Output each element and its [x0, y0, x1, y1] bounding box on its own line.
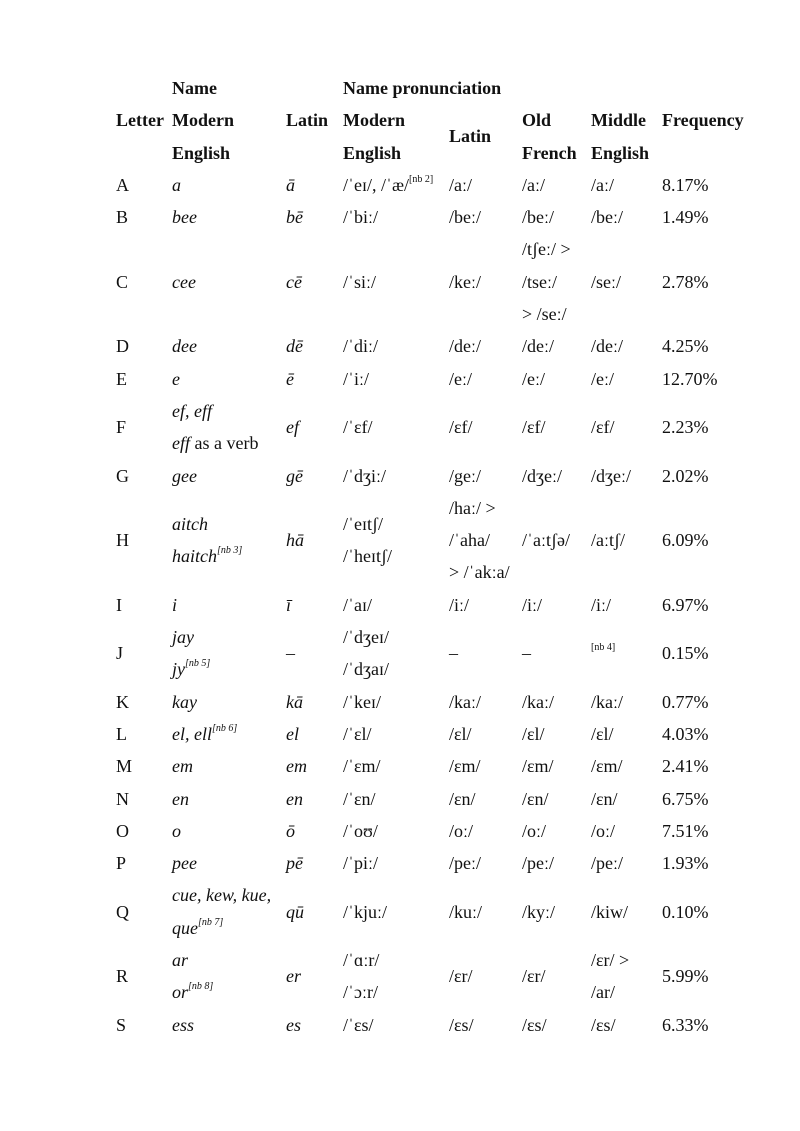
- header-modern-english: Modern English: [343, 110, 405, 163]
- table-row: [112, 815, 750, 847]
- old-french-cell: /ɛn/: [522, 788, 549, 809]
- latin-pronunciation-cell: –: [449, 643, 458, 664]
- middle-english-cell: /seː/: [591, 271, 621, 292]
- name-cell: e: [172, 368, 180, 389]
- middle-english-cell: /aːtʃ/: [591, 530, 625, 551]
- middle-english-cell: /kiw/: [591, 901, 629, 922]
- latin-name-cell: gē: [286, 465, 303, 486]
- modern-pronunciation-cell: /ˈeɪ/, /ˈæ/[nb 2]: [343, 173, 434, 195]
- name-cell: em: [172, 756, 193, 777]
- latin-name-cell: el: [286, 723, 299, 744]
- modern-pronunciation-cell: /ˈɛl/: [343, 723, 372, 744]
- latin-pronunciation-cell: /kaː/: [449, 691, 481, 712]
- name-cell: ess: [172, 1014, 194, 1035]
- old-french-cell: /ɛr/: [522, 966, 546, 987]
- modern-pronunciation-cell: /ˈɛf/: [343, 417, 373, 438]
- letter-cell: P: [116, 853, 127, 874]
- footnote-ref[interactable]: [nb 2]: [409, 173, 434, 185]
- latin-name-cell: ā: [286, 174, 295, 195]
- frequency-cell: 4.25%: [662, 336, 709, 357]
- letter-cell: E: [116, 368, 127, 389]
- letter-cell: R: [116, 966, 129, 987]
- latin-name-cell: ē: [286, 368, 294, 389]
- frequency-cell: 1.93%: [662, 853, 709, 874]
- footnote-ref[interactable]: [nb 5]: [185, 658, 211, 670]
- name-cell: cee: [172, 271, 196, 292]
- name-cell: jay jy[nb 5]: [172, 627, 211, 680]
- latin-pronunciation-cell: /beː/: [449, 207, 481, 228]
- table-row: [112, 492, 750, 589]
- middle-english-cell: /deː/: [591, 336, 623, 357]
- modern-pronunciation-cell: /ˈkeɪ/: [343, 691, 381, 712]
- name-cell: cue, kew, kue, que[nb 7]: [172, 885, 272, 938]
- latin-pronunciation-cell: /ɛr/: [449, 966, 473, 987]
- latin-pronunciation-cell: /iː/: [449, 594, 470, 615]
- modern-pronunciation-cell: /ˈɛn/: [343, 788, 376, 809]
- table-row: [112, 750, 750, 782]
- footnote-ref[interactable]: [nb 7]: [198, 916, 224, 928]
- middle-english-cell: /ɛf/: [591, 417, 615, 438]
- frequency-cell: 12.70%: [662, 368, 718, 389]
- name-cell: en: [172, 788, 189, 809]
- modern-pronunciation-cell: /ˈkjuː/: [343, 901, 387, 922]
- modern-pronunciation-cell: /ˈpiː/: [343, 853, 378, 874]
- latin-name-cell: es: [286, 1014, 301, 1035]
- name-cell: o: [172, 820, 181, 841]
- old-french-cell: /dʒeː/: [522, 465, 562, 486]
- modern-pronunciation-cell: /ˈaɪ/: [343, 594, 372, 615]
- middle-english-cell: /ɛr/ > /ar/: [591, 950, 630, 1003]
- frequency-cell: 4.03%: [662, 723, 709, 744]
- frequency-cell: 2.78%: [662, 271, 709, 292]
- header-latin-pronunciation: Latin: [449, 126, 492, 147]
- footnote-ref[interactable]: [nb 3]: [217, 545, 243, 557]
- latin-pronunciation-cell: /ɛl/: [449, 723, 472, 744]
- middle-english-cell: /ɛm/: [591, 756, 623, 777]
- old-french-cell: /ɛs/: [522, 1014, 547, 1035]
- table-row: [112, 363, 750, 395]
- table-row: [112, 783, 750, 815]
- table-row: [112, 944, 750, 1009]
- latin-pronunciation-cell: /keː/: [449, 271, 481, 292]
- latin-name-cell: bē: [286, 207, 303, 228]
- table-row: [112, 460, 750, 492]
- table-row: [112, 169, 750, 201]
- latin-pronunciation-cell: /ɛn/: [449, 788, 476, 809]
- footnote-ref[interactable]: [nb 8]: [188, 981, 214, 993]
- header-old-french: Old French: [522, 110, 577, 163]
- table-header: [112, 72, 750, 169]
- modern-pronunciation-cell: /ˈiː/: [343, 368, 369, 389]
- letter-cell: C: [116, 271, 129, 292]
- modern-pronunciation-cell: /ˈɛm/: [343, 756, 381, 777]
- middle-english-cell: /ɛn/: [591, 788, 618, 809]
- latin-pronunciation-cell: /ɛf/: [449, 417, 473, 438]
- latin-name-cell: em: [286, 756, 307, 777]
- name-cell: ef, eff eff as a verb: [172, 400, 259, 454]
- alphabet-table: [112, 72, 750, 1041]
- table-row: [112, 395, 750, 460]
- name-cell: a: [172, 174, 181, 195]
- footnote-ref[interactable]: [nb 6]: [211, 722, 238, 734]
- middle-english-cell: /beː/: [591, 207, 623, 228]
- latin-name-cell: ō: [286, 820, 295, 841]
- letter-cell: B: [116, 207, 129, 228]
- old-french-cell: /ɛf/: [522, 417, 546, 438]
- latin-pronunciation-cell: /oː/: [449, 820, 474, 841]
- middle-english-cell: /dʒeː/: [591, 465, 631, 486]
- old-french-cell: /tʃeː/ > /tseː/ > /seː/: [522, 239, 571, 325]
- middle-english-cell: /iː/: [591, 594, 612, 615]
- header-name: Name: [172, 78, 217, 98]
- letter-cell: G: [116, 465, 129, 486]
- letter-cell: O: [116, 820, 129, 841]
- modern-pronunciation-cell: /ˈoʊ/: [343, 820, 378, 841]
- latin-pronunciation-cell: /deː/: [449, 336, 481, 357]
- latin-pronunciation-cell: /eː/: [449, 368, 472, 389]
- name-cell: ar or[nb 8]: [172, 950, 214, 1003]
- latin-pronunciation-cell: /peː/: [449, 853, 481, 874]
- old-french-cell: /aː/: [522, 174, 545, 195]
- letter-cell: K: [116, 691, 129, 712]
- frequency-cell: 7.51%: [662, 820, 709, 841]
- table-row: [112, 686, 750, 718]
- letter-cell: N: [116, 788, 129, 809]
- latin-name-cell: dē: [286, 336, 303, 357]
- old-french-cell: /deː/: [522, 336, 554, 357]
- old-french-cell: /oː/: [522, 820, 547, 841]
- name-cell: i: [172, 594, 178, 615]
- table-row: [112, 330, 750, 362]
- table-row: [112, 621, 750, 686]
- letter-cell: J: [116, 643, 124, 664]
- old-french-cell: /ɛl/: [522, 723, 545, 744]
- header-latin-name: Latin: [286, 110, 329, 131]
- frequency-cell: 6.33%: [662, 1014, 709, 1035]
- middle-english-cell: /ɛl/: [591, 723, 614, 744]
- frequency-cell: 0.10%: [662, 901, 709, 922]
- name-cell: dee: [172, 336, 197, 357]
- latin-pronunciation-cell: /aː/: [449, 174, 472, 195]
- header-letter: Letter: [116, 110, 164, 131]
- frequency-cell: 2.41%: [662, 756, 709, 777]
- old-french-cell: /ɛm/: [522, 756, 554, 777]
- header-middle-english: Middle English: [591, 110, 650, 163]
- latin-pronunciation-cell: /ɛs/: [449, 1014, 474, 1035]
- modern-pronunciation-cell: /ˈɛs/: [343, 1014, 374, 1035]
- name-cell: pee: [172, 853, 197, 874]
- latin-name-cell: ī: [286, 594, 292, 615]
- modern-pronunciation-cell: /ˈdiː/: [343, 336, 378, 357]
- old-french-cell: /kyː/: [522, 901, 556, 922]
- letter-cell: I: [116, 594, 122, 615]
- letter-cell: L: [116, 723, 127, 744]
- frequency-cell: 0.15%: [662, 643, 709, 664]
- frequency-cell: 2.02%: [662, 465, 709, 486]
- old-french-cell: /beː/: [522, 207, 554, 228]
- letter-cell: S: [116, 1014, 127, 1035]
- table-row: [112, 879, 750, 944]
- table-body: [112, 169, 750, 1041]
- latin-pronunciation-cell: /haː/ > /ˈaha/ > /ˈakːa/: [449, 497, 510, 583]
- old-french-cell: /kaː/: [522, 691, 554, 712]
- letter-cell: M: [116, 756, 133, 777]
- footnote-ref[interactable]: [nb 4]: [591, 642, 616, 654]
- modern-pronunciation-cell: /ˈdʒiː/: [343, 465, 386, 486]
- frequency-cell: 6.09%: [662, 530, 709, 551]
- frequency-cell: 6.97%: [662, 594, 709, 615]
- old-french-cell: /eː/: [522, 368, 545, 389]
- frequency-cell: 6.75%: [662, 788, 709, 809]
- modern-pronunciation-cell: /ˈdʒeɪ/ /ˈdʒaɪ/: [343, 627, 389, 680]
- modern-pronunciation-cell: /ˈeɪtʃ/ /ˈheɪtʃ/: [343, 514, 392, 567]
- frequency-cell: 8.17%: [662, 174, 709, 195]
- modern-pronunciation-cell: /ˈbiː/: [343, 207, 378, 228]
- frequency-cell: 2.23%: [662, 417, 709, 438]
- table-row: [112, 847, 750, 879]
- latin-name-cell: cē: [286, 271, 302, 292]
- frequency-cell: 0.77%: [662, 691, 709, 712]
- name-cell: gee: [172, 465, 197, 486]
- table-row: [112, 1009, 750, 1041]
- old-french-cell: /ˈaːtʃə/: [522, 530, 570, 551]
- latin-pronunciation-cell: /ɛm/: [449, 756, 481, 777]
- latin-name-cell: ef: [286, 417, 299, 438]
- header-name-modern-english: Modern English: [172, 110, 234, 163]
- frequency-cell: 5.99%: [662, 966, 709, 987]
- old-french-cell: /iː/: [522, 594, 543, 615]
- letter-cell: H: [116, 530, 129, 551]
- old-french-cell: /peː/: [522, 853, 554, 874]
- old-french-cell: –: [522, 643, 531, 664]
- middle-english-cell: /oː/: [591, 820, 616, 841]
- table-row: [112, 589, 750, 621]
- header-frequency: Frequency: [662, 110, 744, 131]
- middle-english-cell: /aː/: [591, 174, 614, 195]
- latin-name-cell: en: [286, 788, 303, 809]
- middle-english-cell: /kaː/: [591, 691, 623, 712]
- name-cell: kay: [172, 691, 197, 712]
- modern-pronunciation-cell: /ˈɑːr/ /ˈɔːr/: [343, 950, 380, 1003]
- middle-english-cell: [587, 621, 658, 686]
- middle-english-cell: /eː/: [591, 368, 614, 389]
- middle-english-cell: /peː/: [591, 853, 623, 874]
- latin-name-cell: hā: [286, 530, 304, 551]
- modern-pronunciation-cell: /ˈsiː/: [343, 271, 377, 292]
- middle-english-cell: /ɛs/: [591, 1014, 616, 1035]
- table-row: [112, 718, 750, 750]
- name-cell: aitch haitch[nb 3]: [172, 514, 243, 567]
- latin-pronunciation-cell: /geː/: [449, 465, 481, 486]
- latin-name-cell: er: [286, 966, 301, 987]
- latin-name-cell: qū: [286, 901, 304, 922]
- letter-cell: F: [116, 417, 127, 438]
- letter-cell: D: [116, 336, 129, 357]
- latin-name-cell: kā: [286, 691, 303, 712]
- letter-cell: A: [116, 174, 129, 195]
- frequency-cell: 1.49%: [662, 207, 709, 228]
- letter-cell: Q: [116, 901, 129, 922]
- table-row: [112, 233, 750, 330]
- name-cell: el, ell[nb 6]: [172, 722, 238, 744]
- header-name-pronunciation: Name pronunciation: [343, 78, 502, 98]
- latin-name-cell: –: [286, 643, 295, 664]
- latin-name-cell: pē: [286, 853, 303, 874]
- table-row: [112, 201, 750, 233]
- name-cell: bee: [172, 207, 197, 228]
- latin-pronunciation-cell: /kuː/: [449, 901, 483, 922]
